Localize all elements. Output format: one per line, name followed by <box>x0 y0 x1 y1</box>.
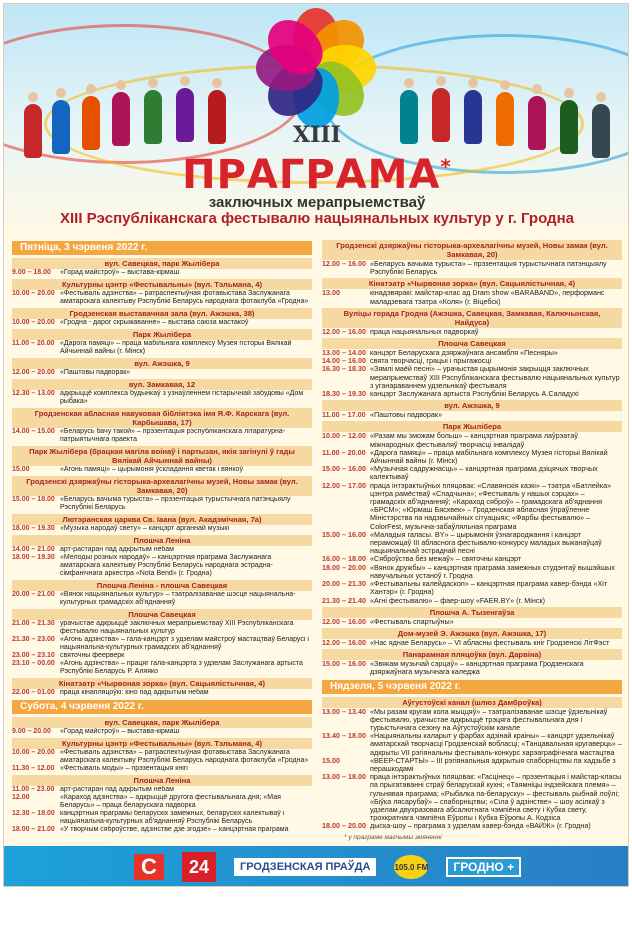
dancer-figure <box>176 88 194 142</box>
event-time: 11.00 – 20.00 <box>12 340 55 347</box>
venue-header: Кінатэатр «Чырвоная зорка» (вул. Сацыялістычная, 4) <box>322 278 622 289</box>
venue-header: Лютэранская царква Св. Іаана (вул. Акадэмічная, 7а) <box>12 514 312 525</box>
venue-header: Вуліцы горада Гродна (Ажэшка, Савецкая, Замкавая, Калючынская, Найдуса) <box>322 308 622 328</box>
event-row <box>12 319 312 327</box>
grodno-plus-logo: ГРОДНО + <box>446 857 521 877</box>
dancer-figure <box>24 104 42 158</box>
event-description: «Горад майстроў» – выстава-кірмаш <box>60 728 180 735</box>
event-row <box>322 757 622 773</box>
event-time: 18.00 – 19.30 <box>12 525 55 532</box>
event-time: 13.00 <box>322 288 340 298</box>
dancer-figure <box>432 88 450 142</box>
dancer-figure <box>144 90 162 144</box>
event-time: 15.00 <box>322 755 340 765</box>
event-row <box>12 390 312 406</box>
day-header: Нядзеля, 5 чэрвеня 2022 г. <box>322 680 622 694</box>
event-row <box>12 728 312 736</box>
event-description: «Агонь адзінства» – гала-канцэрт з удзелам майстроў мастацтваў Беларусі і нацыянальна-культурных грамадскіх аб'яднанняў <box>60 636 309 651</box>
event-time: 12.00 – 16.00 <box>322 616 366 626</box>
event-description: «Агні фестывалю» – фаер-шоу «FAER.BY» (г. Мінск) <box>370 596 545 605</box>
event-description: «Разам мы зможам больш» – канцэртная праграма лаўрэатаў міжнародных фестываляў творчасці інвалідаў <box>370 432 578 449</box>
event-time: 20.00 – 21.00 <box>12 591 55 598</box>
event-description: «Мы разам кругам кола жыццяў» – тэатралізаванае шэсце ўдзельнікаў фестывалю, урачыстае адкрыццё трэцяга фестывальнага дня і турыстычнага сезону на Аўгустоўскім канале <box>370 707 608 732</box>
event-time: 12.00 – 16.00 <box>322 326 366 336</box>
event-time: 10.00 – 20.00 <box>12 749 55 756</box>
event-description: «Фестываль адзінства» – ратраспектыўная фотавыстава Заслужанага аматарскага калектыву Рэспублікі Беларусь народнага фотаклуба «Гродна» <box>60 290 309 305</box>
venue-header: Культурны цэнтр «Фестывальны» (вул. Тэльмана, 4) <box>12 279 312 290</box>
event-description: «Нацыянальны каларыт у фарбах адзінай краіны» – канцэрт удзельнікаў аматарскай творчасці Гродзенскай вобласці; «Танцавальная кругаверць» – адкрыты VII рэгіянальны фестываль-конкурс харэаграфічнага мастацтва <box>370 732 622 757</box>
schedule-column-right <box>322 238 622 831</box>
event-time: 21.00 – 21.30 <box>12 620 55 627</box>
venue-header: Аўгустоўскі канал (шлюз Дамброўка) <box>322 697 622 708</box>
event-time: 12.00 <box>12 794 30 801</box>
venue-header: вул. Савецкая, парк Жылібера <box>12 258 312 269</box>
event-time: 18.30 – 19.30 <box>322 389 366 399</box>
event-time: 18.00 – 20.00 <box>322 821 366 831</box>
event-time: 10.00 – 20.00 <box>12 290 55 297</box>
venue-header: Плошча Савецкая <box>322 338 622 349</box>
poster-title: ПРАГРАМА* <box>182 152 452 198</box>
event-row <box>322 365 622 390</box>
event-row <box>322 349 622 357</box>
venue-header: Плошча Леніна - плошча Савецкая <box>12 580 312 591</box>
belarus-24-logo: 24 <box>182 852 216 882</box>
event-row <box>322 328 622 336</box>
event-time: 12.30 – 13.00 <box>12 390 55 397</box>
event-description: «Беларусь бачу такой» – прэзентацыя рэспубліканскага літаратурна-патрыятычнага праекта <box>60 428 286 443</box>
event-description: «Мелодыі розных народаў» – канцэртная праграма Заслужанага аматарскага калектыву Рэспублікі Беларусь народнага эстрадна-сімфанічнага аркестра «Nota Bend» (г. Гродна) <box>60 554 273 577</box>
event-description: «Сяброўства без межаў» – святочны канцэрт <box>370 555 522 564</box>
event-time: 14.00 – 15.00 <box>12 428 55 435</box>
venue-header: Плошча Леніна <box>12 775 312 786</box>
event-description: «У творчым сяброўстве, адзінстве дзе згодзе» – канцэртная праграма <box>60 826 289 833</box>
dancer-figure <box>52 100 70 154</box>
event-row <box>12 591 312 607</box>
venue-header: Парк Жылібера <box>322 421 622 432</box>
event-row <box>12 466 312 474</box>
event-description: свята творчасці, грацыі і прыгажосці <box>370 357 492 366</box>
event-time: 12.00 – 16.00 <box>322 259 366 268</box>
event-description: «Дарога памяці» – праца мабільнага комплексу Музея гісторыі Вялікай Айчыннай вайны (г. Мінск) <box>370 448 608 466</box>
event-description: «Звякам музычай сэрцаў» – канцэртная праграма Гродзенскага дзяржаўнага музычнага каледжа <box>370 660 584 677</box>
event-time: 9.00 – 20.00 <box>12 728 51 735</box>
event-description: «Агонь памяці» – цырымонія ўскладання кветак і вянкоў <box>60 466 243 473</box>
event-time: 12.30 – 18.00 <box>12 810 55 817</box>
venue-header: Панарамная пляцоўка (вул. Дарвіна) <box>322 649 622 660</box>
event-row <box>12 652 312 660</box>
event-description: «Нас яднае Беларусь» – VI абласны фестываль кніг Гродзенскі ЛітФэст <box>370 638 610 647</box>
event-row <box>322 732 622 757</box>
event-row <box>322 660 622 676</box>
event-description: «Вянок дружбы» – канцэртная праграма замежных студэнтаў вышэйшых навучальных устаноў г. Гродна <box>370 563 615 580</box>
event-row <box>322 597 622 605</box>
venue-header: Парк Жылібера (брацкая магіла воінаў і партызан, якія загінулі ў гады Вялікай Айчыннай вайны) <box>12 446 312 466</box>
day-header: Пятніца, 3 чэрвеня 2022 г. <box>12 241 312 255</box>
event-time: 18.00 – 19.30 <box>12 554 55 561</box>
event-row <box>12 428 312 444</box>
event-row <box>322 555 622 563</box>
event-time: 15.00 – 16.00 <box>322 529 366 539</box>
footnote: * у праграме магчымы змяненні <box>344 834 442 841</box>
event-description: «Фестываль адзінства» – ратраспектыўная фотавыстава Заслужанага аматарскага калектыву Рэспублікі Беларусь народнага фотаклуба «Гродна» <box>60 749 309 764</box>
event-time: 18.00 – 21.00 <box>12 826 55 833</box>
dancer-figure <box>528 96 546 150</box>
venue-header: Гродзенская выставачная зала (вул. Ажэшка, 38) <box>12 308 312 319</box>
event-description: «Музыка народаў свету» – канцэрт арганнай музыкі <box>60 525 230 532</box>
event-time: 13.40 – 18.00 <box>322 731 366 741</box>
event-time: 13.00 – 13.40 <box>322 706 366 716</box>
event-row <box>322 260 622 276</box>
event-row <box>322 639 622 647</box>
event-time: 21.30 – 23.00 <box>12 636 55 643</box>
event-description: «Караход адзінства» – адкрыццё другога фестывальнага дня; «Мая Беларусь» – праца беларускага падворка <box>60 794 281 809</box>
venue-header: вул. Ажэшка, 9 <box>12 358 312 369</box>
event-row <box>322 465 622 481</box>
event-time: 11.00 – 20.00 <box>322 447 366 457</box>
event-time: 15.00 <box>12 466 30 473</box>
dancer-figure <box>208 90 226 144</box>
event-row <box>12 749 312 765</box>
tv-channel-logo: С <box>134 854 164 880</box>
event-description: дыска-шоу – праграма з удзелам кавер-бэнда «ВАЙЖ» (г. Гродна) <box>370 822 591 831</box>
event-time: 14.00 – 21.00 <box>12 546 55 553</box>
day-header: Субота, 4 чэрвеня 2022 г. <box>12 700 312 714</box>
event-row <box>322 708 622 733</box>
event-description: «Беларусь вачыма турыста» – прэзентацыя турыстычнага патэнцыялу Рэспублікі Беларусь <box>370 260 607 277</box>
festival-name: XIII Рэспубліканскага фестывалю нацыянальных культур у г. Гродна <box>60 210 574 227</box>
event-row <box>12 826 312 834</box>
venue-header: Кінатэатр «Чырвоная зорка» (вул. Сацыялістычная, 4) <box>12 678 312 689</box>
event-row <box>12 810 312 826</box>
event-row <box>322 289 622 305</box>
event-description: кінадэвяракі: майстар-клас ад Dram show «BARABAND», перформанс маладзевага тэатра «Коля» (г. Віцебск) <box>370 289 605 306</box>
event-time: 21.30 – 21.40 <box>322 595 366 605</box>
event-description: «Дарога памяці» – праца мабільнага комплексу Музея гісторыі Вялікай Айчыннай вайны (г. Мінск) <box>60 340 292 355</box>
venue-header: Гродзенскі дзяржаўны гісторыка-археалагічны музей, Новы замак (вул. Замкавая, 20) <box>322 240 622 260</box>
event-row <box>322 411 622 419</box>
event-description: арт-растаран пад адкрытым небам <box>60 546 174 553</box>
event-row <box>12 546 312 554</box>
event-row <box>12 620 312 636</box>
venue-header: Культурны цэнтр «Фестывальны» (вул. Тэльмана, 4) <box>12 738 312 749</box>
edition-number: XIII <box>293 122 341 148</box>
event-row <box>12 554 312 578</box>
poster <box>3 3 629 887</box>
event-row <box>322 390 622 398</box>
event-row <box>322 482 622 531</box>
event-row <box>322 432 622 448</box>
venue-header: вул. Ажэшка, 9 <box>322 400 622 411</box>
event-description: «ВЕЕР-СТАРТЫ» – ІІІ рэгіянальныя адкрытыя спаборніцтвы па хадзьбе з перашкодамі <box>370 756 616 773</box>
event-row <box>322 564 622 580</box>
event-time: 23.00 – 23.10 <box>12 652 55 659</box>
event-description: адкрыццё комплекса будынкаў з узнаўленнем гістарычнай забудовы «Дом рыбака» <box>60 390 304 405</box>
event-time: 20.00 – 21.30 <box>322 579 366 589</box>
event-description: «Агонь адзінства» – працяг гала-канцэрта з удзелам Заслужанага артыста Рэспублікі Беларусь Р. Аляяко <box>60 660 303 675</box>
schedule-column-left <box>12 238 312 834</box>
event-description: «Горад майстроў» – выстава-кірмаш <box>60 269 180 276</box>
event-time: 15.00 – 16.00 <box>322 659 366 669</box>
event-description: «Гродна - дарог скрыжаванне» – выстава саюза мастакоў <box>60 319 249 326</box>
event-description: канцэрт Заслужанага артыста Рэспублікі Беларусь А.Саладухі <box>370 390 579 399</box>
event-time: 22.00 – 01.00 <box>12 689 55 696</box>
event-time: 15.00 – 18.00 <box>12 496 55 503</box>
event-time: 9.00 – 18.00 <box>12 269 51 276</box>
event-row <box>12 269 312 277</box>
event-time: 12.00 – 17.00 <box>322 480 366 490</box>
event-time: 15.00 – 16.00 <box>322 464 366 474</box>
venue-header: Парк Жылібера <box>12 329 312 340</box>
venue-header: Гродзенская абласная навуковая бібліятэка імя Я.Ф. Карскага (вул. Карбышава, 17) <box>12 408 312 428</box>
event-row <box>322 357 622 365</box>
dancer-figure <box>560 100 578 154</box>
event-description: праца інтэрактыўных пляцовак: «Гасцінец» – прэзентацыя і майстар-класы па прыгатаванні страў беларускай кухні; «Таямніцы індзейскага племя» – гульнявая праграма; «Рыбалка па-беларуску» – фестываль рыбнай лоўлі; «Біўка лясарубаў» – спаборніцтвы; «Сіла ў адзінстве» – шоу асілкаў з удзелам двухразовага абсалютнага чэмпіёна свету і Кубка свету, трохкратнага чэмпіёна Еўропы і Кубка Еўропы А. Кодзіса <box>370 773 622 823</box>
venue-header: Гродзенскі дзяржаўны гісторыка-археалагічны музей, Новы замак (вул. Замкавая, 20) <box>12 476 312 496</box>
event-description: «Паштовы падворак» <box>370 411 443 420</box>
radio-logo: 105.0 FM <box>394 855 428 879</box>
event-description: «Маладыя галасы. BY» – цырымонія ўзнагароджання і канцэрт пераможцаў ІІІ абласнога фестывалю-конкурсу маладых выканаўцаў нацыянальнай эстраднай песні <box>370 530 602 556</box>
poster-header <box>4 4 629 229</box>
event-time: 13.00 – 14.00 <box>322 348 366 358</box>
event-description: канцэрт Беларускага дзяржаўнага ансамбля «Песняры» <box>370 349 558 358</box>
event-time: 16.30 – 18.30 <box>322 364 366 374</box>
sponsor-footer <box>4 846 629 887</box>
event-description: «Паштовы падворак» <box>60 369 131 376</box>
event-row <box>12 369 312 377</box>
festival-flower-logo <box>251 8 381 128</box>
event-description: «Фестываль моды» – прэзентацыя кнігі <box>60 765 188 772</box>
event-description: святочны феерверк <box>60 652 125 659</box>
event-time: 18.00 – 20.00 <box>322 562 366 572</box>
dancer-figure <box>112 92 130 146</box>
event-time: 11.00 – 23.00 <box>12 786 55 793</box>
event-description: «Зямлі маёй песні» – урачыстая цырымонія закрыцця заключных мерапрыемстваў XIII Рэспубліканскага фестывалю нацыянальных культур з уганараваннем удзельнікаў фестываля <box>370 365 620 390</box>
dancer-figure <box>496 92 514 146</box>
event-time: 12.00 – 20.00 <box>12 369 55 376</box>
event-row <box>322 773 622 822</box>
event-description: праца кінапляцоўкі: кіно пад адкрытым небам <box>60 689 209 696</box>
venue-header: Плошча Леніна <box>12 535 312 546</box>
event-description: «Беларусь вачыма турыста» – прэзентацыя турыстычнага патэнцыялу Рэспублікі Беларусь <box>60 496 291 511</box>
event-description: «Фестываль спартыўны» <box>370 617 454 626</box>
event-time: 13.00 – 18.00 <box>322 772 366 782</box>
dancer-figure <box>400 90 418 144</box>
venue-header: вул. Замкавая, 12 <box>12 379 312 390</box>
event-description: «Музычная садружнасць» – канцэртная праграма дзіцячых творчых калектываў <box>370 465 598 482</box>
event-time: 16.00 – 18.00 <box>322 554 366 564</box>
poster-subtitle: заключных мерапрыемстваў <box>208 194 426 211</box>
event-row <box>322 822 622 830</box>
venue-header: вул. Савецкая, парк Жылібера <box>12 717 312 728</box>
event-description: праца нацыянальных падворкаў <box>370 327 479 336</box>
dancer-figure <box>592 104 610 158</box>
event-row <box>12 496 312 512</box>
event-description: канцэртныя праграмы беларускіх замежных, беларускіх калектываў і нацыянальна-культурных аб'яднанняў Рэспублікі Беларусь <box>60 810 285 825</box>
event-time: 12.00 – 16.00 <box>322 637 366 647</box>
event-time: 11.30 – 12.00 <box>12 765 55 772</box>
event-description: «Вянок нацыянальных культур» – тэатралізаванае шэсце нацыянальна-культурных грамадскіх аб'яднанняў <box>60 591 296 606</box>
event-description: арт-растаран пад адкрытым небам <box>60 786 174 793</box>
event-row <box>12 786 312 794</box>
event-row <box>12 290 312 306</box>
venue-header: Плошча Савецкая <box>12 609 312 620</box>
event-description: урачыстае адкрыццё заключных мерапрыемстваў XIII Рэспубліканскага фестывалю нацыянальных культур <box>60 620 294 635</box>
event-row <box>12 525 312 533</box>
event-row <box>12 765 312 773</box>
dancer-figure <box>464 90 482 144</box>
venue-header: Дом-музей Э. Ажэшка (вул. Ажэшка, 17) <box>322 628 622 639</box>
dancer-figure <box>82 96 100 150</box>
event-row <box>12 340 312 356</box>
event-row <box>12 794 312 810</box>
event-time: 23.10 – 00.00 <box>12 660 55 667</box>
event-time: 10.00 – 12.00 <box>322 431 366 441</box>
event-row <box>322 449 622 465</box>
event-row <box>322 618 622 626</box>
venue-header: Плошча А. Тызенгаўза <box>322 607 622 618</box>
event-row <box>322 531 622 556</box>
event-time: 10.00 – 20.00 <box>12 319 55 326</box>
event-row <box>322 580 622 596</box>
event-description: «Фестывальны калейдаскоп» – канцэртная праграма кавер-бэнда «Хіт Хантэр» (г. Гродна) <box>370 580 608 597</box>
event-row <box>12 636 312 652</box>
event-row <box>12 660 312 676</box>
event-time: 11.00 – 17.00 <box>322 410 366 420</box>
event-time: 14.00 – 16.00 <box>322 356 366 366</box>
event-row <box>12 689 312 697</box>
newspaper-logo: ГРОДЗЕНСКАЯ ПРАЎДА <box>234 858 376 876</box>
event-description: праца інтэрактыўных пляцовак: «Славянскія казкі» – тэатра «Батлейка» цэнтра рамёстваў «Спадчына»; «Фестываль у нашых сэрцах» – грамадскіх аб'яднанняў; «Караход сяброў» – грамадскага аб'яднання «БРСМ»; «Юрмаш Бясхвек» – Гродзенская абласная ўпраўленне Міністэрства па надзвычайных сітуацыях; «Фарбы фестывалю» – ColorFest, музычна-забаўляльная праграма <box>370 481 612 531</box>
